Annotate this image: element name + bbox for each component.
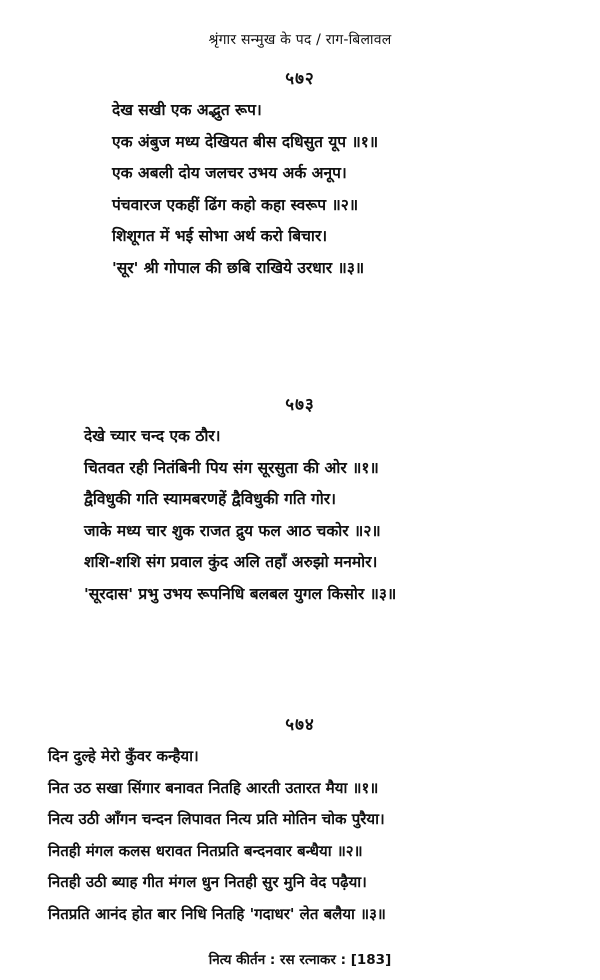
verse-line: एक अबली दोय जलचर उभय अर्क अनूप। (112, 164, 347, 182)
page-footer: नित्य कीर्तन : रस रत्नाकर : [183] (208, 952, 392, 968)
verse-line: चितवत रही नितंबिनी पिय संग सूरसुता की ओर ॥१॥ (84, 458, 379, 477)
verse-line: पंचवारज एकहीं ढिंग कहो कहा स्वरूप ॥२॥ (112, 195, 359, 214)
pad-572 (0, 66, 600, 284)
pad-573 (0, 392, 600, 610)
verse-line: जाके मध्य चार शुक राजत द्रुय फल आठ चकोर ॥२॥ (84, 521, 381, 540)
verse-line: देख सखी एक अद्भुत रूप। (112, 101, 262, 119)
verse-line: नित्य उठी आँगन चन्दन लिपावत नित्य प्रति मोतिन चोक पुरैया। (48, 810, 385, 828)
verse-line: देखे च्यार चन्द एक ठौर। (84, 427, 221, 445)
verse-line: एक अंबुज मध्य देखियत बीस दधिसुत यूप ॥१॥ (112, 132, 379, 151)
verse-line: 'सूर' श्री गोपाल की छबि राखिये उरधार ॥३॥ (112, 258, 365, 277)
verse-line: नितप्रति आनंद होत बार निधि नितहि 'गदाधर' लेत बलैया ॥३॥ (48, 904, 386, 923)
verse-line: शशि-शशि संग प्रवाल कुंद अलि तहाँ अरुझो मनमोर। (84, 553, 378, 571)
pad-number: ५७४ (285, 715, 315, 735)
verse-line: दिन दुल्हे मेरो कुँवर कन्हैया। (48, 747, 199, 765)
pad-number: ५७२ (285, 69, 315, 89)
verse-line: शिशूगत में भई सोभा अर्थ करो बिचार। (112, 227, 328, 245)
pad-574 (0, 712, 600, 930)
running-header: श्रृंगार सन्मुख के पद / राग-बिलावल (208, 32, 392, 48)
verse-line: द्वैविधुकी गति स्यामबरणहें द्वैविधुकी गति गोर। (84, 490, 337, 508)
pad-number: ५७३ (285, 395, 315, 415)
verse-line: 'सूरदास' प्रभु उभय रूपनिधि बलबल युगल किसोर ॥३॥ (84, 584, 397, 603)
verse-line: नितही उठी ब्याह गीत मंगल धुन नितही सुर मुनि वेद पढ़ैया। (48, 873, 367, 891)
verse-line: नितही मंगल कलस धरावत नितप्रति बन्दनवार बन्धैया ॥२॥ (48, 841, 363, 860)
verse-line: नित उठ सखा सिंगार बनावत नितहि आरती उतारत मैया ॥१॥ (48, 778, 379, 797)
